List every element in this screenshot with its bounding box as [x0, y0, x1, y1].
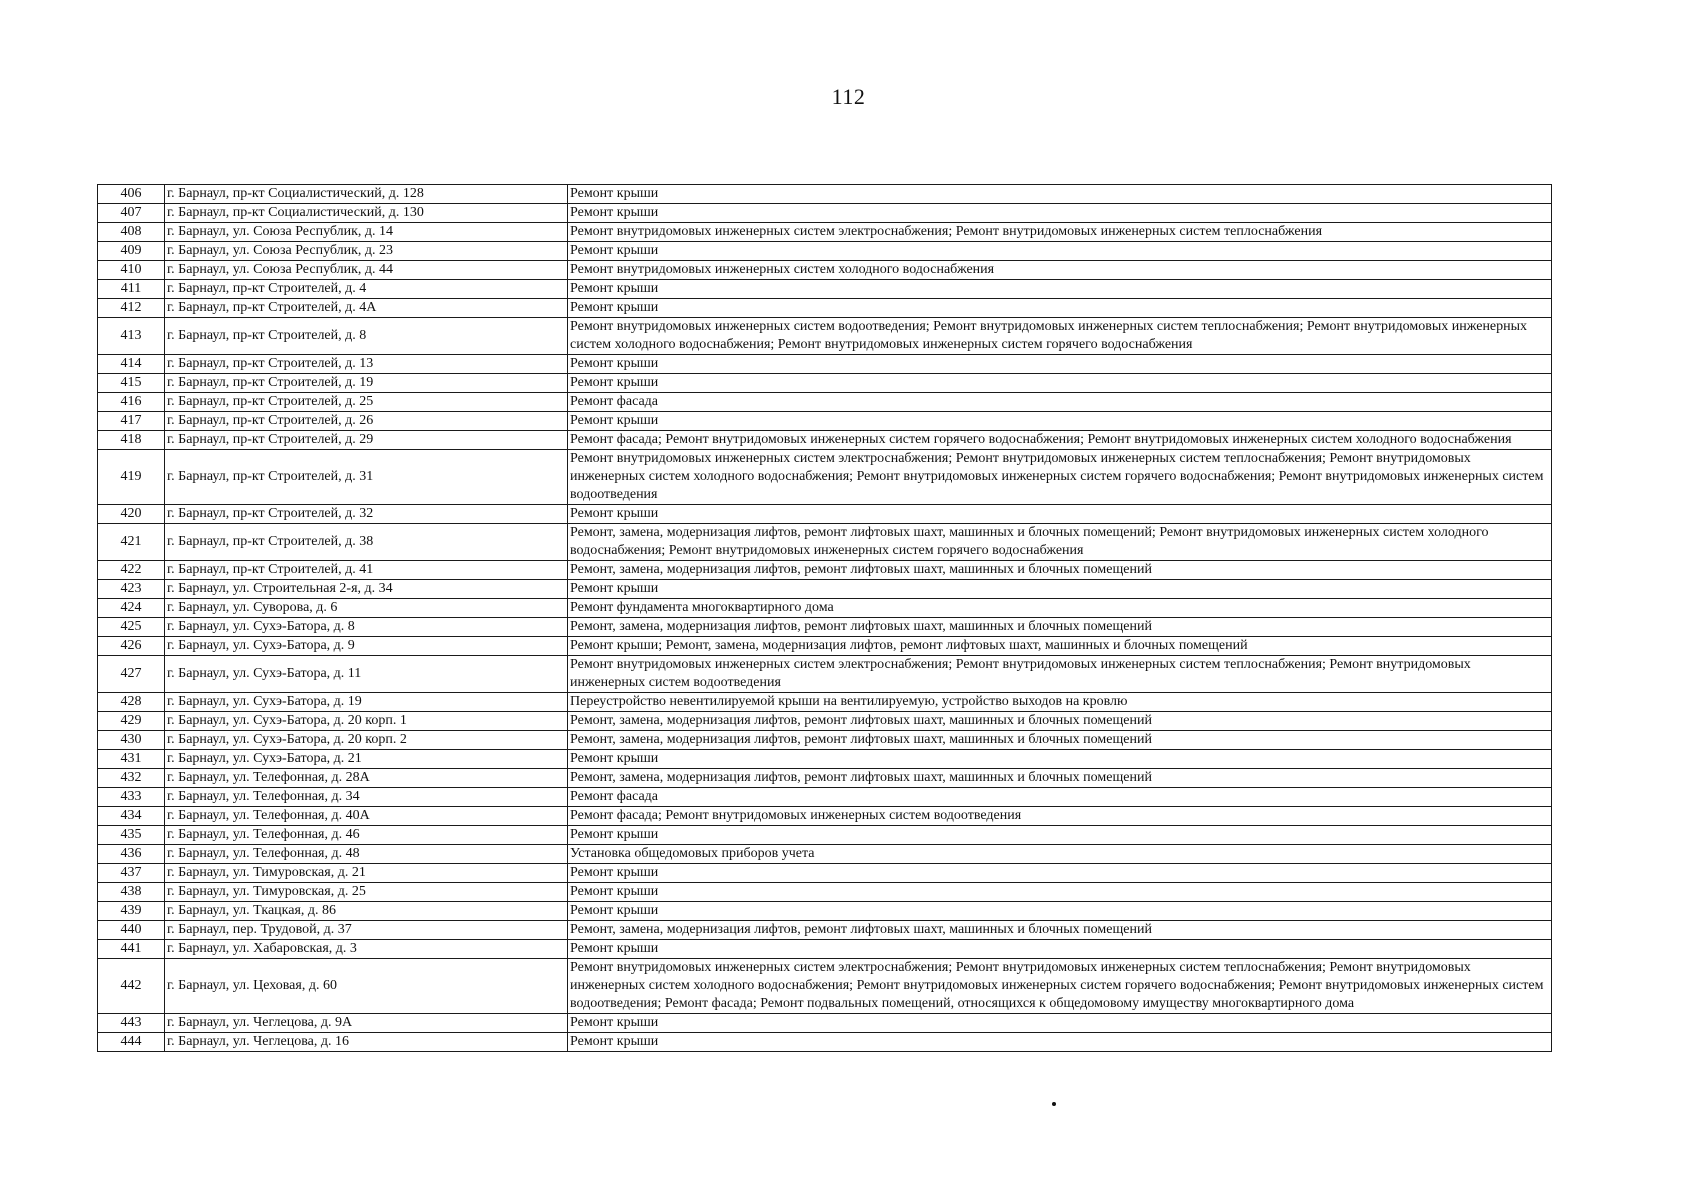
work-type-cell: Ремонт, замена, модернизация лифтов, ремонт лифтовых шахт, машинных и блочных помещений — [568, 712, 1552, 731]
row-number-cell: 416 — [98, 393, 165, 412]
work-type-cell: Ремонт крыши — [568, 902, 1552, 921]
table-row — [98, 864, 1552, 883]
address-cell: г. Барнаул, ул. Телефонная, д. 40А — [165, 807, 568, 826]
row-number-cell: 439 — [98, 902, 165, 921]
work-type-cell: Ремонт внутридомовых инженерных систем электроснабжения; Ремонт внутридомовых инженерных систем теплоснабжения — [568, 223, 1552, 242]
work-type-cell: Ремонт крыши — [568, 940, 1552, 959]
address-cell: г. Барнаул, пр-кт Строителей, д. 26 — [165, 412, 568, 431]
work-type-cell: Ремонт, замена, модернизация лифтов, ремонт лифтовых шахт, машинных и блочных помещений — [568, 921, 1552, 940]
page-number: 112 — [831, 84, 866, 109]
work-type-cell: Ремонт крыши — [568, 374, 1552, 393]
table-row — [98, 355, 1552, 374]
row-number-cell: 412 — [98, 299, 165, 318]
row-number-cell: 414 — [98, 355, 165, 374]
work-type-cell: Ремонт крыши — [568, 299, 1552, 318]
address-cell: г. Барнаул, пр-кт Социалистический, д. 130 — [165, 204, 568, 223]
work-type-cell: Ремонт крыши — [568, 242, 1552, 261]
table-row — [98, 505, 1552, 524]
address-cell: г. Барнаул, ул. Союза Республик, д. 44 — [165, 261, 568, 280]
table-row — [98, 580, 1552, 599]
address-cell: г. Барнаул, ул. Сухэ-Батора, д. 20 корп. 1 — [165, 712, 568, 731]
work-type-cell: Ремонт крыши — [568, 280, 1552, 299]
row-number-cell: 443 — [98, 1014, 165, 1033]
address-cell: г. Барнаул, ул. Чеглецова, д. 9А — [165, 1014, 568, 1033]
address-cell: г. Барнаул, ул. Суворова, д. 6 — [165, 599, 568, 618]
table-row — [98, 561, 1552, 580]
address-cell: г. Барнаул, пр-кт Строителей, д. 4А — [165, 299, 568, 318]
table-row — [98, 883, 1552, 902]
table-row — [98, 788, 1552, 807]
work-type-cell: Ремонт крыши — [568, 883, 1552, 902]
table-row — [98, 1033, 1552, 1052]
address-cell: г. Барнаул, ул. Хабаровская, д. 3 — [165, 940, 568, 959]
work-type-cell: Ремонт крыши — [568, 1014, 1552, 1033]
work-type-cell: Ремонт, замена, модернизация лифтов, ремонт лифтовых шахт, машинных и блочных помещений — [568, 731, 1552, 750]
table-row — [98, 637, 1552, 656]
table-row — [98, 807, 1552, 826]
work-type-cell: Ремонт внутридомовых инженерных систем водоотведения; Ремонт внутридомовых инженерных систем теплоснабжения; Ремонт внутридомовых инженерных систем холодного водоснабжения; Ремонт внутридомовых инженерных систем горячего водоснабжения — [568, 318, 1552, 355]
table-row — [98, 1014, 1552, 1033]
address-cell: г. Барнаул, ул. Строительная 2-я, д. 34 — [165, 580, 568, 599]
address-cell: г. Барнаул, пр-кт Строителей, д. 19 — [165, 374, 568, 393]
row-number-cell: 411 — [98, 280, 165, 299]
address-cell: г. Барнаул, пр-кт Строителей, д. 25 — [165, 393, 568, 412]
address-cell: г. Барнаул, ул. Сухэ-Батора, д. 20 корп. 2 — [165, 731, 568, 750]
work-type-cell: Ремонт внутридомовых инженерных систем электроснабжения; Ремонт внутридомовых инженерных систем теплоснабжения; Ремонт внутридомовых инженерных систем холодного водоснабжения; Ремонт внутридомовых инженерных систем горячего водоснабжения; Ремонт внутридомовых инженерных систем водоотведения — [568, 450, 1552, 505]
address-cell: г. Барнаул, ул. Союза Республик, д. 14 — [165, 223, 568, 242]
row-number-cell: 435 — [98, 826, 165, 845]
table-body — [98, 185, 1552, 1052]
row-number-cell: 434 — [98, 807, 165, 826]
address-cell: г. Барнаул, пр-кт Строителей, д. 41 — [165, 561, 568, 580]
row-number-cell: 428 — [98, 693, 165, 712]
work-type-cell: Ремонт, замена, модернизация лифтов, ремонт лифтовых шахт, машинных и блочных помещений — [568, 769, 1552, 788]
address-cell: г. Барнаул, ул. Чеглецова, д. 16 — [165, 1033, 568, 1052]
work-type-cell: Ремонт внутридомовых инженерных систем холодного водоснабжения — [568, 261, 1552, 280]
address-cell: г. Барнаул, ул. Тимуровская, д. 25 — [165, 883, 568, 902]
row-number-cell: 409 — [98, 242, 165, 261]
table-row — [98, 921, 1552, 940]
address-cell: г. Барнаул, ул. Телефонная, д. 46 — [165, 826, 568, 845]
work-type-cell: Переустройство невентилируемой крыши на вентилируемую, устройство выходов на кровлю — [568, 693, 1552, 712]
work-type-cell: Ремонт крыши — [568, 750, 1552, 769]
row-number-cell: 423 — [98, 580, 165, 599]
row-number-cell: 437 — [98, 864, 165, 883]
row-number-cell: 415 — [98, 374, 165, 393]
table-row — [98, 431, 1552, 450]
address-cell: г. Барнаул, ул. Тимуровская, д. 21 — [165, 864, 568, 883]
address-cell: г. Барнаул, пр-кт Строителей, д. 32 — [165, 505, 568, 524]
row-number-cell: 419 — [98, 450, 165, 505]
work-type-cell: Ремонт фасада — [568, 393, 1552, 412]
row-number-cell: 430 — [98, 731, 165, 750]
row-number-cell: 417 — [98, 412, 165, 431]
row-number-cell: 407 — [98, 204, 165, 223]
table-row — [98, 261, 1552, 280]
table-row — [98, 318, 1552, 355]
table-row — [98, 940, 1552, 959]
work-type-cell: Ремонт крыши; Ремонт, замена, модернизация лифтов, ремонт лифтовых шахт, машинных и блочных помещений — [568, 637, 1552, 656]
address-cell: г. Барнаул, ул. Сухэ-Батора, д. 9 — [165, 637, 568, 656]
work-type-cell: Ремонт крыши — [568, 185, 1552, 204]
table-row — [98, 769, 1552, 788]
work-type-cell: Ремонт крыши — [568, 826, 1552, 845]
work-type-cell: Ремонт крыши — [568, 412, 1552, 431]
table-row — [98, 959, 1552, 1014]
address-cell: г. Барнаул, пр-кт Строителей, д. 31 — [165, 450, 568, 505]
address-cell: г. Барнаул, пр-кт Строителей, д. 29 — [165, 431, 568, 450]
table-row — [98, 374, 1552, 393]
row-number-cell: 441 — [98, 940, 165, 959]
row-number-cell: 433 — [98, 788, 165, 807]
table-row — [98, 618, 1552, 637]
row-number-cell: 440 — [98, 921, 165, 940]
address-cell: г. Барнаул, ул. Телефонная, д. 34 — [165, 788, 568, 807]
table-row — [98, 280, 1552, 299]
row-number-cell: 436 — [98, 845, 165, 864]
table-row — [98, 412, 1552, 431]
row-number-cell: 429 — [98, 712, 165, 731]
row-number-cell: 410 — [98, 261, 165, 280]
work-type-cell: Ремонт фундамента многоквартирного дома — [568, 599, 1552, 618]
table-row — [98, 656, 1552, 693]
row-number-cell: 427 — [98, 656, 165, 693]
row-number-cell: 425 — [98, 618, 165, 637]
row-number-cell: 444 — [98, 1033, 165, 1052]
table-row — [98, 204, 1552, 223]
table-row — [98, 450, 1552, 505]
table-row — [98, 826, 1552, 845]
address-cell: г. Барнаул, ул. Сухэ-Батора, д. 11 — [165, 656, 568, 693]
work-type-cell: Ремонт фасада; Ремонт внутридомовых инженерных систем водоотведения — [568, 807, 1552, 826]
address-cell: г. Барнаул, ул. Союза Республик, д. 23 — [165, 242, 568, 261]
row-number-cell: 431 — [98, 750, 165, 769]
row-number-cell: 422 — [98, 561, 165, 580]
address-cell: г. Барнаул, пр-кт Строителей, д. 4 — [165, 280, 568, 299]
work-type-cell: Ремонт крыши — [568, 505, 1552, 524]
table-row — [98, 750, 1552, 769]
row-number-cell: 420 — [98, 505, 165, 524]
row-number-cell: 408 — [98, 223, 165, 242]
table-row — [98, 599, 1552, 618]
table-row — [98, 393, 1552, 412]
row-number-cell: 413 — [98, 318, 165, 355]
table-row — [98, 223, 1552, 242]
row-number-cell: 406 — [98, 185, 165, 204]
work-type-cell: Ремонт крыши — [568, 1033, 1552, 1052]
scan-dot — [1052, 1102, 1056, 1106]
work-type-cell: Ремонт, замена, модернизация лифтов, ремонт лифтовых шахт, машинных и блочных помещений — [568, 561, 1552, 580]
address-cell: г. Барнаул, пр-кт Социалистический, д. 128 — [165, 185, 568, 204]
table-row — [98, 185, 1552, 204]
work-type-cell: Ремонт, замена, модернизация лифтов, ремонт лифтовых шахт, машинных и блочных помещений; Ремонт внутридомовых инженерных систем холодного водоснабжения; Ремонт внутридомовых инженерных систем горячего водоснабжения — [568, 524, 1552, 561]
work-type-cell: Ремонт крыши — [568, 204, 1552, 223]
work-type-cell: Ремонт внутридомовых инженерных систем электроснабжения; Ремонт внутридомовых инженерных систем теплоснабжения; Ремонт внутридомовых инженерных систем водоотведения — [568, 656, 1552, 693]
row-number-cell: 426 — [98, 637, 165, 656]
work-type-cell: Ремонт внутридомовых инженерных систем электроснабжения; Ремонт внутридомовых инженерных систем теплоснабжения; Ремонт внутридомовых инженерных систем холодного водоснабжения; Ремонт внутридомовых инженерных систем горячего водоснабжения; Ремонт внутридомовых инженерных систем водоотведения; Ремонт фасада; Ремонт подвальных помещений, относящихся к общедомовому имуществу многоквартирного дома — [568, 959, 1552, 1014]
address-cell: г. Барнаул, пр-кт Строителей, д. 38 — [165, 524, 568, 561]
row-number-cell: 418 — [98, 431, 165, 450]
work-type-cell: Ремонт крыши — [568, 580, 1552, 599]
work-type-cell: Ремонт крыши — [568, 864, 1552, 883]
address-cell: г. Барнаул, ул. Сухэ-Батора, д. 21 — [165, 750, 568, 769]
address-cell: г. Барнаул, пер. Трудовой, д. 37 — [165, 921, 568, 940]
address-cell: г. Барнаул, ул. Цеховая, д. 60 — [165, 959, 568, 1014]
work-type-cell: Ремонт фасада; Ремонт внутридомовых инженерных систем горячего водоснабжения; Ремонт внутридомовых инженерных систем холодного водоснабжения — [568, 431, 1552, 450]
work-type-cell: Ремонт фасада — [568, 788, 1552, 807]
row-number-cell: 442 — [98, 959, 165, 1014]
row-number-cell: 438 — [98, 883, 165, 902]
table-row — [98, 693, 1552, 712]
work-type-cell: Установка общедомовых приборов учета — [568, 845, 1552, 864]
repair-table — [97, 184, 1552, 1052]
table-row — [98, 299, 1552, 318]
address-cell: г. Барнаул, ул. Сухэ-Батора, д. 8 — [165, 618, 568, 637]
table-row — [98, 902, 1552, 921]
work-type-cell: Ремонт, замена, модернизация лифтов, ремонт лифтовых шахт, машинных и блочных помещений — [568, 618, 1552, 637]
address-cell: г. Барнаул, ул. Телефонная, д. 48 — [165, 845, 568, 864]
table-row — [98, 845, 1552, 864]
row-number-cell: 432 — [98, 769, 165, 788]
table-row — [98, 731, 1552, 750]
table-row — [98, 242, 1552, 261]
address-cell: г. Барнаул, пр-кт Строителей, д. 13 — [165, 355, 568, 374]
table-row — [98, 524, 1552, 561]
row-number-cell: 424 — [98, 599, 165, 618]
address-cell: г. Барнаул, ул. Телефонная, д. 28А — [165, 769, 568, 788]
row-number-cell: 421 — [98, 524, 165, 561]
table-row — [98, 712, 1552, 731]
work-type-cell: Ремонт крыши — [568, 355, 1552, 374]
address-cell: г. Барнаул, ул. Сухэ-Батора, д. 19 — [165, 693, 568, 712]
address-cell: г. Барнаул, пр-кт Строителей, д. 8 — [165, 318, 568, 355]
address-cell: г. Барнаул, ул. Ткацкая, д. 86 — [165, 902, 568, 921]
